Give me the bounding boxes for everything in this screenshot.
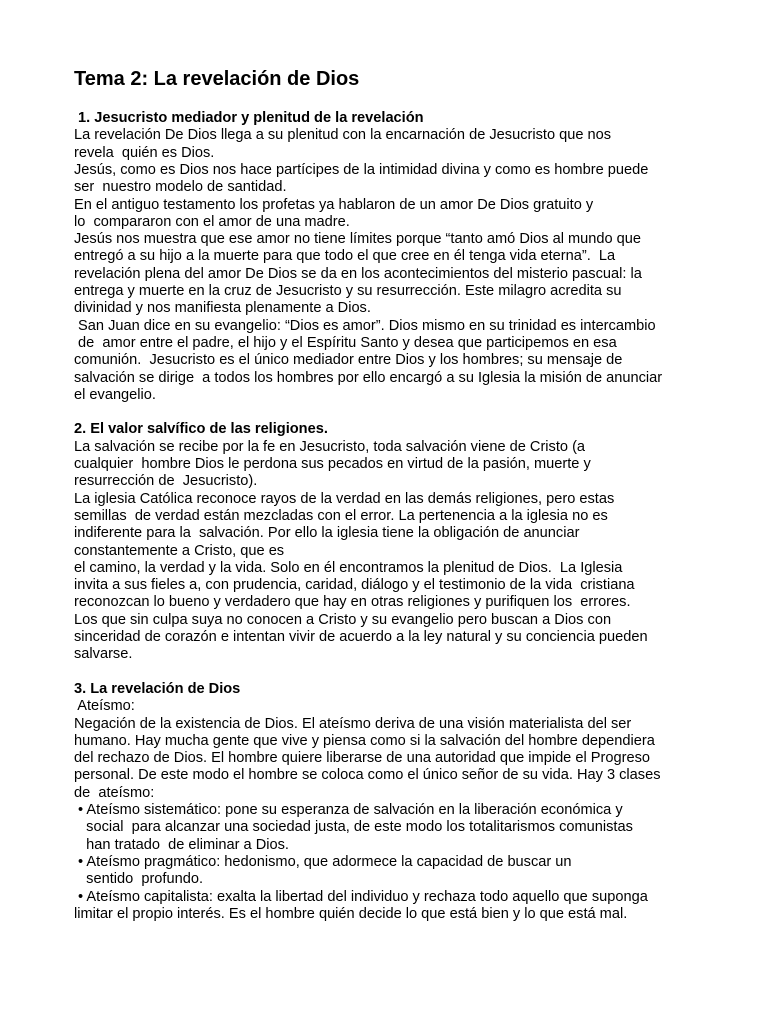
text-line: Jesús nos muestra que ese amor no tiene límites porque “tanto amó Dios al mundo que [74, 231, 642, 248]
text-line: limitar el propio interés. Es el hombre quién decide lo que está bien y lo que está mal. [74, 905, 628, 922]
text-line: La salvación se recibe por la fe en Jesucristo, toda salvación viene de Cristo (a [74, 438, 586, 455]
text-line: • Ateísmo pragmático: hedonismo, que adormece la capacidad de buscar un [74, 853, 572, 870]
text-line: lo compararon con el amor de una madre. [74, 213, 350, 230]
text-line: social para alcanzar una sociedad justa, de este modo los totalitarismos comunistas [74, 819, 633, 836]
text-line: invita a sus fieles a, con prudencia, caridad, diálogo y el testimonio de la vida cristiana [74, 577, 635, 594]
text-line: salvación se dirige a todos los hombres por ello encargó a su Iglesia la misión de anunciar [74, 369, 663, 386]
text-line: Negación de la existencia de Dios. El ateísmo deriva de una visión materialista del ser [74, 715, 632, 732]
text-line: de ateísmo: [74, 784, 155, 801]
text-line: comunión. Jesucristo es el único mediador entre Dios y los hombres; su mensaje de [74, 352, 623, 369]
text-line: Ateísmo: [74, 698, 135, 715]
text-line: de amor entre el padre, el hijo y el Espíritu Santo y desea que participemos en esa [74, 334, 617, 351]
text-line: el evangelio. [74, 386, 156, 403]
text-line: el camino, la verdad y la vida. Solo en él encontramos la plenitud de Dios. La Iglesia [74, 559, 623, 576]
text-line: salvarse. [74, 646, 133, 663]
text-line: La iglesia Católica reconoce rayos de la verdad en las demás religiones, pero estas [74, 490, 615, 507]
text-line: del rechazo de Dios. El hombre quiere liberarse de una autoridad que impide el Progreso [74, 750, 650, 767]
text-line: constantemente a Cristo, que es [74, 542, 285, 559]
text-line: cualquier hombre Dios le perdona sus pecados en virtud de la pasión, muerte y [74, 456, 591, 472]
text-line: • Ateísmo capitalista: exalta la libertad del individuo y rechaza todo aquello que suponga [74, 888, 648, 905]
text-line: La revelación De Dios llega a su plenitud con la encarnación de Jesucristo que nos [74, 127, 612, 144]
text-line: entrega y muerte en la cruz de Jesucristo y su resurrección. Este milagro acredita su [74, 283, 622, 299]
page-title: Tema 2: La revelación de Dios [74, 68, 360, 90]
text-line: divinidad y nos manifiesta plenamente a Dios. [74, 300, 371, 317]
text-line: • Ateísmo sistemático: pone su esperanza de salvación en la liberación económica y [74, 802, 623, 818]
text-line: semillas de verdad están mezcladas con el error. La pertenencia a la iglesia no es [74, 507, 608, 524]
section-heading: 2. El valor salvífico de las religiones. [74, 421, 328, 438]
text-line: sentido profundo. [74, 871, 203, 888]
text-line: ser nuestro modelo de santidad. [74, 179, 287, 196]
text-line: entregó a su hijo a la muerte para que todo el que cree en él tenga vida eterna”. La [74, 248, 616, 265]
text-line: reconozcan lo bueno y verdadero que hay en otras religiones y purifiquen los errores. [74, 594, 631, 611]
text-line: sinceridad de corazón e intentan vivir de acuerdo a la ley natural y su conciencia pueden [74, 629, 648, 645]
text-line: En el antiguo testamento los profetas ya hablaron de un amor De Dios gratuito y [74, 196, 594, 213]
text-line: Jesús, como es Dios nos hace partícipes de la intimidad divina y como es hombre puede [74, 161, 649, 178]
text-line: humano. Hay mucha gente que vive y piensa como si la salvación del hombre dependiera [74, 732, 655, 749]
text-line: indiferente para la salvación. Por ello la iglesia tiene la obligación de anunciar [74, 525, 580, 542]
text-line: revela quién es Dios. [74, 144, 215, 161]
text-line: Los que sin culpa suya no conocen a Cristo y su evangelio pero buscan a Dios con [74, 611, 612, 628]
text-line: personal. De este modo el hombre se coloca como el único señor de su vida. Hay 3 clases [74, 767, 661, 784]
text-line: han tratado de eliminar a Dios. [74, 836, 289, 853]
section-heading: 3. La revelación de Dios [74, 680, 241, 697]
text-line: revelación plena del amor De Dios se da en los acontecimientos del misterio pascual: la [74, 265, 642, 282]
text-line: San Juan dice en su evangelio: “Dios es amor”. Dios mismo en su trinidad es intercambio [74, 317, 656, 334]
text-line: resurrección de Jesucristo). [74, 473, 258, 490]
section-heading: 1. Jesucristo mediador y plenitud de la revelación [74, 110, 424, 126]
